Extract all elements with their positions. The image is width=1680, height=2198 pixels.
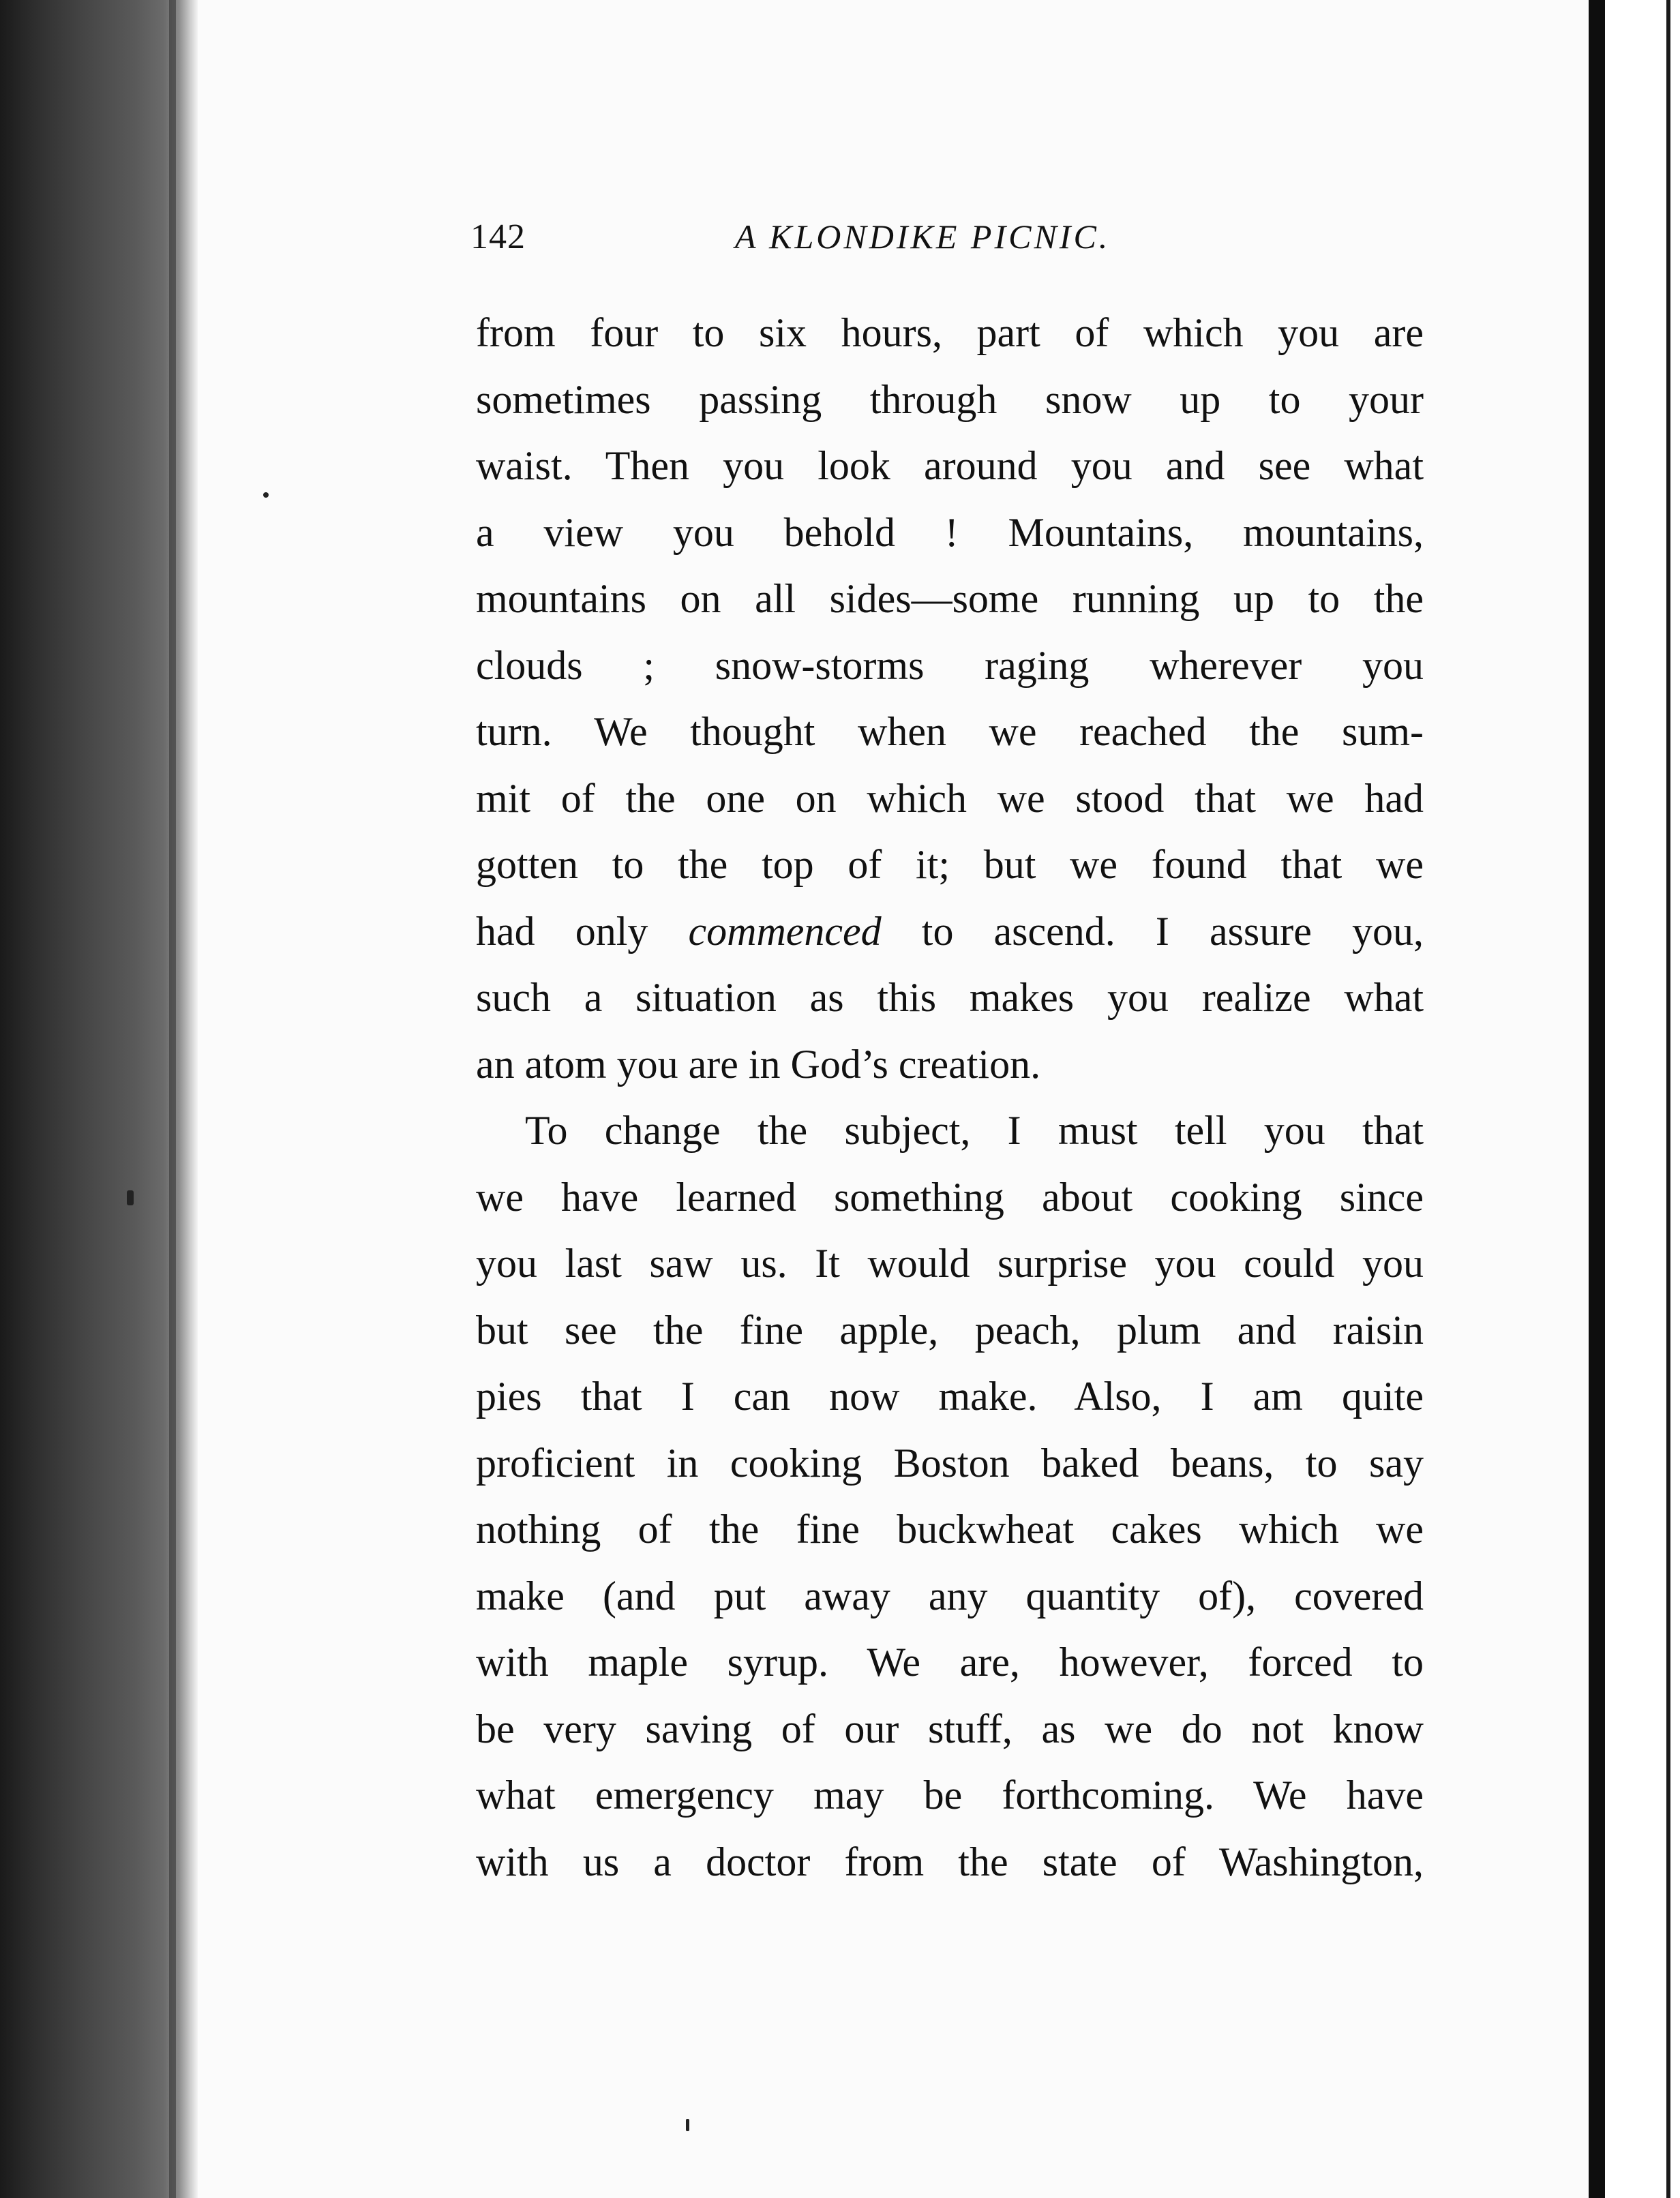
text-line: from four to six hours, part of which you are [476, 310, 1424, 355]
text-line: what emergency may be forthcoming. We have [476, 1773, 1424, 1818]
text-segment: to ascend. I assure you, [881, 908, 1424, 954]
running-title: A KLONDIKE PICNIC. [735, 217, 1111, 256]
text-line: make (and put away any quantity of), covered [476, 1573, 1424, 1619]
text-line: a view you behold ! Mountains, mountains, [476, 509, 1424, 555]
text-line: To change the subject, I must tell you that [525, 1108, 1424, 1153]
text-line: we have learned something about cooking since [476, 1174, 1424, 1220]
paragraph-2 [476, 1098, 1424, 1895]
text-segment: had only [476, 908, 689, 954]
right-edge-line [1666, 0, 1670, 2198]
text-line: such a situation as this makes you realize what [476, 975, 1424, 1020]
book-spine [0, 0, 198, 2198]
speck [263, 492, 269, 498]
text-line: mountains on all sides—some running up to the [476, 576, 1424, 621]
text-line: clouds ; snow-storms raging wherever you [476, 642, 1424, 688]
text-line: turn. We thought when we reached the sum- [476, 709, 1424, 754]
text-line: an atom you are in God’s creation. [476, 1041, 1041, 1087]
paragraph-1 [476, 300, 1424, 1098]
text-line: with maple syrup. We are, however, forced to [476, 1640, 1424, 1685]
text-line: sometimes passing through snow up to your [476, 376, 1424, 422]
text-line: be very saving of our stuff, as we do not know [476, 1706, 1424, 1751]
text-line [476, 899, 1424, 965]
text-line: mit of the one on which we stood that we had [476, 775, 1424, 821]
text-line: waist. Then you look around you and see what [476, 443, 1424, 488]
right-page-border [1589, 0, 1605, 2198]
italic-word: commenced [688, 908, 882, 954]
text-line: gotten to the top of it; but we found that we [476, 842, 1424, 887]
text-line: with us a doctor from the state of Washington, [476, 1839, 1424, 1884]
body-text [476, 300, 1424, 1895]
text-line: nothing of the fine buckwheat cakes which we [476, 1507, 1424, 1552]
text-line: but see the fine apple, peach, plum and raisin [476, 1307, 1424, 1353]
text-line: you last saw us. It would surprise you could you [476, 1241, 1424, 1286]
running-header [470, 217, 1432, 271]
text-line: proficient in cooking Boston baked beans, to say [476, 1440, 1424, 1486]
text-line: pies that I can now make. Also, I am quite [476, 1374, 1424, 1419]
speck [127, 1190, 134, 1205]
page-number: 142 [470, 217, 526, 256]
speck [686, 2119, 689, 2131]
spine-edge [169, 0, 176, 2198]
